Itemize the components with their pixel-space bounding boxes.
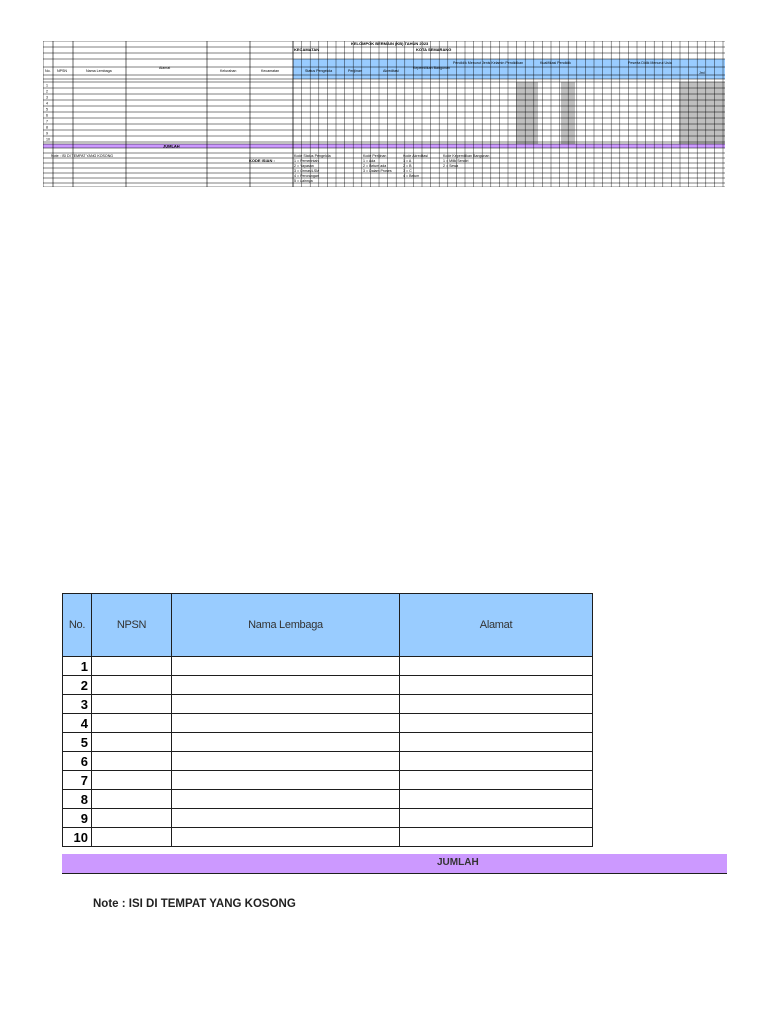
table-row bbox=[63, 733, 593, 752]
code-item: 1 = Milik Sendiri bbox=[443, 159, 469, 163]
sheet-row-number: 9 bbox=[46, 131, 48, 136]
sheet-row-number: 8 bbox=[46, 125, 48, 130]
code-item: 2 = B bbox=[403, 164, 412, 168]
table-header-row bbox=[63, 594, 593, 657]
code-item: 3 = Dalam Proses bbox=[363, 169, 392, 173]
code-item: 1 = A bbox=[403, 159, 412, 163]
npsn-cell[interactable] bbox=[92, 657, 172, 676]
row-number: 4 bbox=[63, 714, 92, 733]
col-pendidik: Pendidik Menurut Jenis Kelamin Pendidikan bbox=[453, 61, 524, 65]
nama-lembaga-cell[interactable] bbox=[172, 809, 400, 828]
sheet-title: KELOMPOK BERMAIN (KB) TAHUN 2023 bbox=[351, 41, 429, 46]
code-item: Kode Kepemilikan Bangunan bbox=[443, 154, 490, 158]
spreadsheet-grid bbox=[43, 41, 725, 187]
row-number: 3 bbox=[63, 695, 92, 714]
alamat-cell[interactable] bbox=[400, 657, 593, 676]
jumlah-label: JUMLAH bbox=[437, 857, 479, 868]
header-no: No. bbox=[63, 594, 92, 657]
shaded-col-1 bbox=[516, 82, 538, 144]
row-number: 9 bbox=[63, 809, 92, 828]
sheet-jumlah: JUMLAH bbox=[163, 143, 180, 149]
alamat-cell[interactable] bbox=[400, 828, 593, 847]
nama-lembaga-cell[interactable] bbox=[172, 657, 400, 676]
code-item: Kode Status Pengelola bbox=[294, 154, 331, 158]
code-item: 3 = Ormas/LSM bbox=[294, 169, 320, 173]
nama-lembaga-cell[interactable] bbox=[172, 695, 400, 714]
nama-lembaga-cell[interactable] bbox=[172, 733, 400, 752]
col-alamat: Alamat bbox=[159, 66, 171, 70]
code-item: 4 = Perorangan bbox=[294, 174, 319, 178]
sheet-row-number: 4 bbox=[46, 101, 48, 106]
code-item: 2 = Belum ada bbox=[363, 164, 387, 168]
row-number: 8 bbox=[63, 790, 92, 809]
code-legend bbox=[294, 154, 489, 183]
col-kecamatan: Kecamatan bbox=[261, 69, 280, 73]
code-item: 3 = C bbox=[403, 169, 412, 173]
col-status: Status Pengelola bbox=[305, 69, 333, 73]
nama-lembaga-cell[interactable] bbox=[172, 790, 400, 809]
code-item: 4 = Belum bbox=[403, 174, 420, 178]
table-row bbox=[63, 714, 593, 733]
col-npsn: NPSN bbox=[57, 69, 67, 73]
npsn-cell[interactable] bbox=[92, 733, 172, 752]
alamat-cell[interactable] bbox=[400, 771, 593, 790]
note-text: Note : ISI DI TEMPAT YANG KOSONG bbox=[93, 898, 296, 910]
npsn-cell[interactable] bbox=[92, 809, 172, 828]
table-row bbox=[63, 695, 593, 714]
code-item: 2 = Sewa bbox=[443, 164, 459, 168]
row-number: 1 bbox=[63, 657, 92, 676]
col-kualifikasi: Kualifikasi Pendidik bbox=[540, 61, 571, 65]
sheet-row-number: 10 bbox=[46, 137, 50, 142]
row-number: 2 bbox=[63, 676, 92, 695]
npsn-cell[interactable] bbox=[92, 790, 172, 809]
col-kelurahan: Kelurahan bbox=[220, 69, 237, 73]
code-item: 1 = Ada bbox=[363, 159, 376, 163]
sheet-row-number: 7 bbox=[46, 119, 48, 124]
alamat-cell[interactable] bbox=[400, 733, 593, 752]
table-row bbox=[63, 790, 593, 809]
col-akreditasi: Akreditasi bbox=[383, 69, 399, 73]
col-jml: Jml bbox=[699, 71, 705, 75]
jumlah-band bbox=[43, 144, 725, 148]
col-no: No. bbox=[45, 69, 51, 73]
sheet-row-number: 2 bbox=[46, 89, 48, 94]
sheet-row-number: 6 bbox=[46, 113, 48, 118]
nama-lembaga-cell[interactable] bbox=[172, 714, 400, 733]
row-numbers bbox=[46, 84, 50, 142]
row-number: 6 bbox=[63, 752, 92, 771]
alamat-cell[interactable] bbox=[400, 695, 593, 714]
zoomed-table bbox=[62, 593, 593, 847]
table-row bbox=[63, 828, 593, 847]
table-row bbox=[63, 752, 593, 771]
sheet-row-number: 1 bbox=[46, 83, 48, 88]
sheet-row-number: 3 bbox=[46, 95, 48, 100]
table-row bbox=[63, 771, 593, 790]
shaded-col-3 bbox=[679, 82, 725, 144]
kecamatan-label: KECAMATAN bbox=[294, 47, 320, 52]
npsn-cell[interactable] bbox=[92, 752, 172, 771]
nama-lembaga-cell[interactable] bbox=[172, 828, 400, 847]
table-row bbox=[63, 676, 593, 695]
code-item: Kode Akreditasi bbox=[403, 154, 428, 158]
col-perijinan: Perijinan bbox=[348, 69, 362, 73]
npsn-cell[interactable] bbox=[92, 695, 172, 714]
alamat-cell[interactable] bbox=[400, 790, 593, 809]
lembaga-table bbox=[62, 593, 593, 847]
col-peserta: Peserta Didik Menurut Usia bbox=[628, 61, 672, 65]
npsn-cell[interactable] bbox=[92, 771, 172, 790]
kode-isian-label: KODE ISIAN : bbox=[249, 158, 275, 163]
code-item: 1 = Pemerintah bbox=[294, 159, 319, 163]
nama-lembaga-cell[interactable] bbox=[172, 676, 400, 695]
header-nama-lembaga: Nama Lembaga bbox=[172, 594, 400, 657]
table-row bbox=[63, 809, 593, 828]
col-kepemilikan: Kepemilikan Bangunan bbox=[413, 66, 450, 70]
table-row bbox=[63, 657, 593, 676]
row-number: 5 bbox=[63, 733, 92, 752]
alamat-cell[interactable] bbox=[400, 752, 593, 771]
code-item: 5 = Lainnya bbox=[294, 179, 313, 183]
header-npsn: NPSN bbox=[92, 594, 172, 657]
col-nama: Nama Lembaga bbox=[86, 69, 112, 73]
sheet-note: Note : ISI DI TEMPAT YANG KOSONG bbox=[51, 154, 114, 158]
kota-label: KOTA SEMARANG bbox=[416, 47, 452, 52]
code-item: 2 = Yayasan bbox=[294, 164, 314, 168]
alamat-cell[interactable] bbox=[400, 676, 593, 695]
npsn-cell[interactable] bbox=[92, 714, 172, 733]
row-number: 7 bbox=[63, 771, 92, 790]
spreadsheet-thumbnail bbox=[43, 41, 725, 187]
code-item: Kode Perijinan bbox=[363, 154, 387, 158]
npsn-cell[interactable] bbox=[92, 676, 172, 695]
npsn-cell[interactable] bbox=[92, 828, 172, 847]
alamat-cell[interactable] bbox=[400, 809, 593, 828]
sheet-row-number: 5 bbox=[46, 107, 48, 112]
alamat-cell[interactable] bbox=[400, 714, 593, 733]
nama-lembaga-cell[interactable] bbox=[172, 752, 400, 771]
table-body bbox=[63, 657, 593, 847]
jumlah-row bbox=[62, 854, 727, 874]
row-number: 10 bbox=[63, 828, 92, 847]
header-alamat: Alamat bbox=[400, 594, 593, 657]
nama-lembaga-cell[interactable] bbox=[172, 771, 400, 790]
